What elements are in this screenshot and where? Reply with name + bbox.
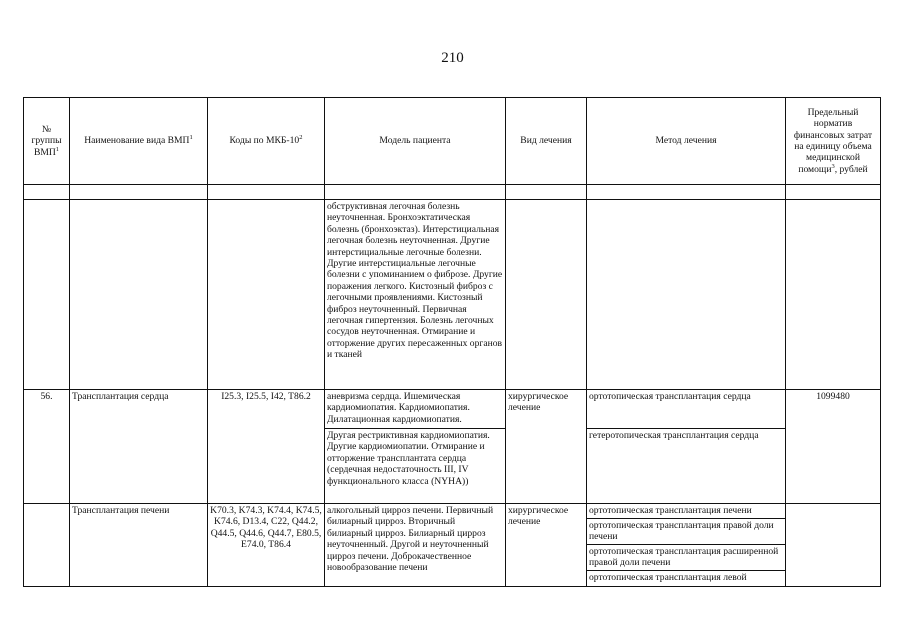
vmp-table bbox=[23, 97, 881, 587]
header-treatment: Вид лечения bbox=[506, 98, 587, 185]
treatment-method: ортотопическая трансплантация печени bbox=[587, 504, 785, 519]
treatment-method: ортотопическая трансплантация правой доли печени bbox=[587, 519, 785, 545]
continuation-model: обструктивная легочная болезнь неуточненная. Бронхоэктатическая болезнь (бронхоэктаз). Интерстициальная легочная болезнь неуточненная. Другие интерстициальные легочные болезни. Другие интерстициальные легочные болезни с упоминанием о фиброзе. Другие поражения легкого. Кистозный фиброз с легочными проявлениями. Кистозный фиброз неуточненный. Первичная легочная гипертензия. Болезнь легочных сосудов неуточненная. Отмирание и отторжение других пересаженных органов и тканей bbox=[325, 200, 506, 390]
header-num: № группы ВМП$^1$ bbox=[24, 98, 70, 185]
patient-model: аневризма сердца. Ишемическая кардиомиопатия. Кардиомиопатия. Дилатационная кардиомиопатия. bbox=[325, 390, 506, 429]
header-method: Метод лечения bbox=[587, 98, 786, 185]
header-norm: Предельный норматив финансовых затрат на единицу объема медицинской помощи$^3$, рублей bbox=[786, 98, 881, 185]
patient-model: Другая рестриктивная кардиомиопатия. Другие кардиомиопатии. Отмирание и отторжение трансплантата сердца (сердечная недостаточность III, IV функционального класса (NYHA)) bbox=[325, 429, 506, 504]
patient-model: алкогольный цирроз печени. Первичный билиарный цирроз. Вторичный билиарный цирроз. Билиарный цирроз неуточненный. Другой и неуточненный цирроз печени. Доброкачественное новообразование печени bbox=[325, 504, 506, 587]
cost-norm: 1099480 bbox=[786, 390, 881, 504]
vmp-name: Трансплантация сердца bbox=[70, 390, 208, 504]
group-number: 56. bbox=[24, 390, 70, 504]
icd-codes: I25.3, I25.5, I42, T86.2 bbox=[208, 390, 325, 504]
treatment-method: ортотопическая трансплантация левой bbox=[589, 572, 747, 583]
treatment-type: хирургическое лечение bbox=[506, 390, 587, 504]
header-codes: Коды по МКБ-$10^2$ bbox=[208, 98, 325, 185]
header-row bbox=[24, 98, 881, 185]
group-56-row-1 bbox=[24, 390, 881, 429]
treatment-method: ортотопическая трансплантация сердца bbox=[587, 390, 786, 429]
header-model: Модель пациента bbox=[325, 98, 506, 185]
spacer-row bbox=[24, 185, 881, 200]
treatment-method: гетеротопическая трансплантация сердца bbox=[587, 429, 786, 504]
liver-row bbox=[24, 504, 881, 587]
icd-codes: K70.3, K74.3, K74.4, K74.5, K74.6, D13.4, C22, Q44.2, Q44.5, Q44.6, Q44.7, E80.5, E74.0, T86.4 bbox=[208, 504, 325, 587]
page-number: 210 bbox=[441, 50, 464, 66]
vmp-name: Трансплантация печени bbox=[70, 504, 208, 587]
continuation-row bbox=[24, 200, 881, 390]
header-name: Наименование вида ВМП$^1$ bbox=[70, 98, 208, 185]
treatment-method: ортотопическая трансплантация расширенной правой доли печени bbox=[587, 545, 785, 571]
treatment-type: хирургическое лечение bbox=[506, 504, 587, 587]
